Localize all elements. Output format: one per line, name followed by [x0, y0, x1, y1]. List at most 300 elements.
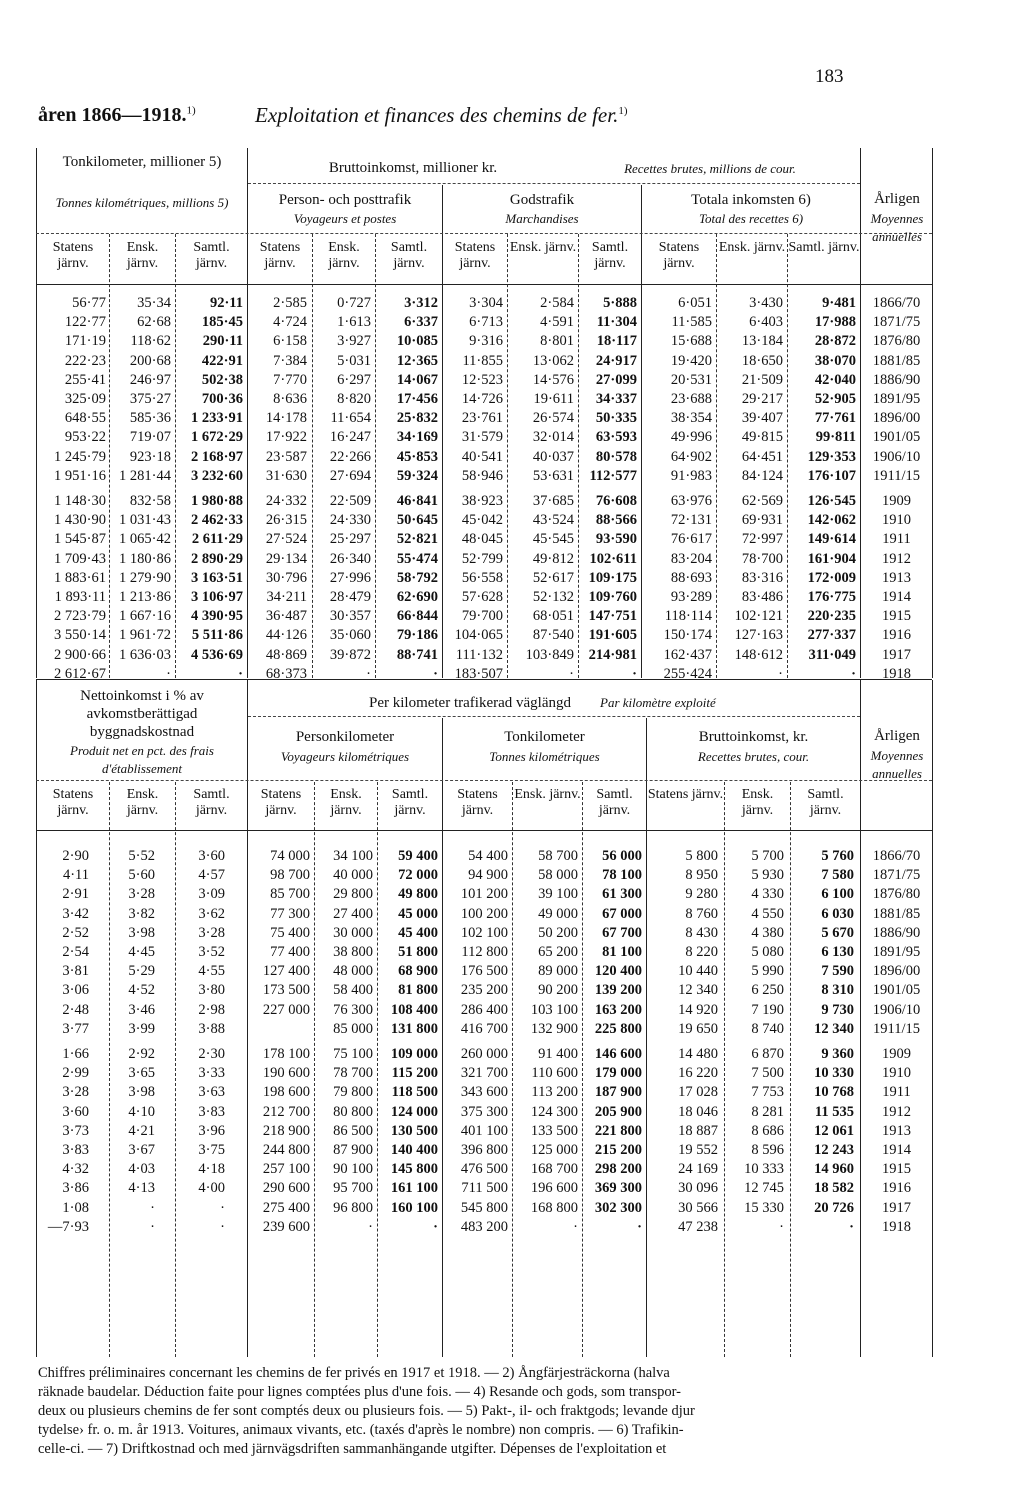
table-cell: 78 100 [602, 867, 642, 884]
table-cell: 13·062 [532, 352, 574, 369]
table-cell: 49·996 [670, 429, 712, 446]
t1-avg-person-samtl [374, 294, 438, 486]
table-cell: 1910 [882, 512, 911, 529]
table-cell: 19·611 [533, 390, 574, 407]
table-cell: 4·13 [128, 1180, 155, 1197]
table-cell: 3·81 [62, 963, 89, 980]
table-cell: · [569, 665, 574, 682]
table-cell: 3·99 [128, 1020, 155, 1037]
t1-year-header: Årligen [874, 191, 920, 207]
table-cell: 1 180·86 [119, 550, 171, 567]
table-cell: · [778, 665, 783, 682]
table-cell: 93·289 [670, 588, 712, 605]
table-cell: 104·065 [454, 627, 503, 644]
table-cell: 32·014 [532, 429, 574, 446]
table-cell: 39·872 [329, 646, 371, 663]
table-cell: 2·98 [198, 1001, 225, 1018]
t2-netto-header-fr: Produit net en pct. des frais d'établissement [70, 743, 214, 776]
table-cell: 34·337 [595, 390, 637, 407]
t1-yr-years [861, 492, 932, 684]
t1-yr-gods-statens [441, 492, 503, 684]
t2-avg-netto-statens [36, 847, 89, 1039]
table-cell: 91 400 [538, 1046, 578, 1062]
table-cell: 12·365 [396, 352, 438, 369]
table-cell: 84·124 [741, 467, 783, 484]
table-cell: 5·888 [603, 295, 637, 311]
table-cell: 140 400 [390, 1141, 438, 1158]
table-cell: 17·988 [814, 314, 856, 331]
t2-avg-years [861, 847, 932, 1039]
t2-yr-pkm-ensk [313, 1045, 373, 1237]
table-cell: 49·815 [741, 429, 783, 446]
table-cell: 98 700 [270, 867, 310, 884]
table-cell: 99·811 [815, 429, 856, 446]
table-cell: 2 890·29 [191, 550, 243, 567]
table-cell: 163 200 [594, 1001, 642, 1018]
t2-avg-tkm-statens [441, 847, 508, 1039]
table-cell: 53·631 [532, 467, 574, 484]
t2-yr-years [861, 1045, 932, 1237]
table-cell: 149·614 [807, 531, 856, 548]
table-cell: 108 400 [390, 1001, 438, 1018]
table-cell: 5·52 [128, 848, 155, 864]
table-cell: 91·983 [670, 467, 712, 484]
table-cell: 45 000 [398, 905, 438, 922]
running-title-text: åren 1866—1918. [38, 104, 187, 126]
t1-sub-statens: Statens järnv. [52, 240, 94, 271]
table-cell: 711 500 [461, 1180, 508, 1197]
table-cell: 122·77 [64, 314, 106, 331]
t1-tonkm-header: Tonkilometer, millioner 5) [62, 154, 222, 170]
table-cell: 62·68 [137, 314, 171, 331]
table-cell: 162·437 [663, 646, 712, 663]
table-cell: · [849, 1218, 854, 1235]
table-cell: 58·792 [396, 569, 438, 586]
table-cell: 120 400 [594, 963, 642, 980]
table-cell: 75 400 [270, 924, 310, 941]
table-cell: 1881/85 [872, 352, 921, 369]
table-cell: 22·509 [329, 493, 371, 509]
table-cell: 2 900·66 [54, 646, 106, 663]
t2-year-header-fr: Moyennes annuelles [870, 748, 924, 781]
table-cell: 483 200 [460, 1218, 508, 1235]
table-cell: 49·812 [532, 550, 574, 567]
t1-totala-header: Totala inkomsten 6) [691, 192, 811, 208]
table-cell: 20 726 [814, 1199, 854, 1216]
table-cell: 3·62 [198, 905, 225, 922]
table-cell: 27·996 [329, 569, 371, 586]
t2-avg-pkm-statens [246, 847, 310, 1020]
table-cell: 93·590 [595, 531, 637, 548]
table-cell: 7·384 [273, 352, 307, 369]
table-cell: 6·337 [404, 314, 438, 331]
t1-avg-tonkm-samtl [174, 294, 243, 486]
t2-yr-pkm-statens [246, 1045, 310, 1237]
t2-avg-brutto-statens [645, 847, 718, 1039]
table-cell: 1886/90 [872, 371, 921, 388]
table-cell: 8 596 [751, 1141, 784, 1158]
table-cell: 3·52 [198, 943, 225, 960]
table-cell: 17 028 [678, 1084, 718, 1101]
t2-sub-statens: Statens järnv. [52, 787, 94, 818]
t2-avg-tkm-samtl [581, 847, 642, 1039]
table-cell: 5 930 [751, 867, 784, 884]
table-cell: 3·88 [198, 1020, 225, 1037]
t1-sub-ensk: Ensk. järnv. [718, 240, 786, 255]
footnote-line: tydelse› fr. o. m. år 1913. Voitures, animaux vivants, etc. (taxés d'après le nombre) non compris. — 6) Trafikin- [38, 1422, 684, 1438]
t1-brutto-header-fr: Recettes brutes, millions de cour. [624, 161, 796, 176]
table-cell: 109·760 [588, 588, 637, 605]
table-cell: 7 580 [821, 867, 854, 884]
table-cell: 3·33 [198, 1065, 225, 1082]
table-cell: 14·178 [265, 410, 307, 427]
table-cell: 45 400 [398, 924, 438, 941]
rule [36, 284, 932, 285]
table-cell: 161·904 [807, 550, 856, 567]
footnote-line: räknade baudelar. Déduction faite pour lignes comptées plus d'une fois. — 4) Resande och gods, som transpor- [38, 1384, 681, 1400]
running-title-note: 1) [186, 104, 196, 117]
table-cell: 145 800 [390, 1161, 438, 1178]
table-cell: 124 000 [390, 1103, 438, 1120]
table-cell: 64·451 [741, 448, 783, 465]
t1-avg-person-statens [246, 294, 307, 486]
t2-sub-statens: Statens järnv. [647, 787, 724, 802]
table-cell: 88·693 [670, 569, 712, 586]
t2-yr-netto-samtl [174, 1045, 225, 1237]
table-cell: 953·22 [64, 429, 106, 446]
table-cell: 79 800 [333, 1084, 373, 1101]
table-cell: 832·58 [129, 493, 171, 509]
table-cell: · [150, 1218, 155, 1235]
table-cell: 1 883·61 [54, 569, 106, 586]
t2-yr-brutto-statens [645, 1045, 718, 1237]
t2-yr-netto-statens [36, 1045, 89, 1237]
table-cell: 173 500 [262, 982, 310, 999]
t1-person-header: Person- och posttrafik [278, 192, 412, 208]
table-cell: 57·628 [461, 588, 503, 605]
running-title [38, 104, 196, 127]
table-cell: 23·587 [265, 448, 307, 465]
table-cell: 63·593 [595, 429, 637, 446]
table-cell: 13·184 [741, 333, 783, 350]
table-cell: 6 870 [751, 1046, 784, 1062]
table-cell: 1901/05 [872, 429, 921, 446]
table-cell: 3·06 [62, 982, 89, 999]
table-cell: 85 000 [333, 1020, 373, 1037]
table-cell: 1916 [882, 627, 911, 644]
table-cell: 6·713 [469, 314, 503, 331]
table-cell: 92·11 [209, 295, 243, 311]
table-cell: 1915 [882, 608, 911, 625]
table-cell: 150·174 [663, 627, 712, 644]
t2-yr-tkm-samtl [581, 1045, 642, 1237]
table-cell: 585·36 [129, 410, 171, 427]
table-cell: 62·569 [741, 493, 783, 509]
table-cell: 52·905 [814, 390, 856, 407]
t1-avg-tonkm-ensk [108, 294, 171, 486]
table-cell: 49 000 [538, 905, 578, 922]
table-cell: 375 300 [460, 1103, 508, 1120]
table-cell: 9 730 [821, 1001, 854, 1018]
table-cell: 1 636·03 [119, 646, 171, 663]
table-cell: 172·009 [807, 569, 856, 586]
table-cell: 5 700 [751, 848, 784, 864]
table-cell: 719·07 [129, 429, 171, 446]
table-cell: 89 000 [538, 963, 578, 980]
table-cell: 72·131 [670, 512, 712, 529]
table-cell: 11 535 [814, 1103, 854, 1120]
t2-yr-netto-ensk [108, 1045, 155, 1237]
table-cell: 1909 [882, 493, 911, 509]
t1-gods-header: Godstrafik [509, 192, 575, 208]
t1-totala-header-fr: Total des recettes 6) [698, 211, 804, 226]
table-cell: 648·55 [64, 410, 106, 427]
table-cell: 30 096 [678, 1180, 718, 1197]
table-cell: 58 400 [333, 982, 373, 999]
table-cell: 275 400 [262, 1199, 310, 1216]
table-cell: 77·761 [814, 410, 856, 427]
t2-avg-pkm-ensk [313, 847, 373, 1039]
table-cell: 8 430 [685, 924, 718, 941]
running-subtitle-text: Exploitation et finances des chemins de fer. [255, 103, 619, 127]
table-cell: · [220, 1218, 225, 1235]
table-cell: 118·62 [130, 333, 171, 350]
table-cell: 75 100 [333, 1046, 373, 1062]
table-cell: 50 200 [538, 924, 578, 941]
table-cell: 290 600 [262, 1180, 310, 1197]
table-cell: 43·524 [532, 512, 574, 529]
table-cell: 127 400 [262, 963, 310, 980]
table-cell: 9·316 [469, 333, 503, 350]
table-cell: 47 238 [678, 1218, 718, 1235]
t2-sub-ensk: Ensk. järnv. [330, 787, 362, 818]
table-cell: 4·00 [198, 1180, 225, 1197]
table-cell: 5 990 [751, 963, 784, 980]
table-cell: 1917 [882, 1199, 911, 1216]
table-cell: 2·54 [62, 943, 89, 960]
table-cell: 27·524 [265, 531, 307, 548]
t1-sub-samtl: Samtl. järnv. [788, 240, 860, 255]
table-cell: 34 100 [333, 848, 373, 864]
table-cell: 79·700 [461, 608, 503, 625]
table-cell: 1906/10 [872, 1001, 921, 1018]
table-cell: 23·761 [461, 410, 503, 427]
table-cell: 81 100 [602, 943, 642, 960]
table-cell: 6 130 [821, 943, 854, 960]
table-cell: 26·340 [329, 550, 371, 567]
table-cell: 22·266 [329, 448, 371, 465]
table-cell: 42·040 [814, 371, 856, 388]
t2-netto-header: Nettoinkomst i % av avkomstberättigad byggnadskostnad [80, 688, 204, 740]
table-cell: 74 000 [270, 848, 310, 864]
table-cell: 1 709·43 [54, 550, 106, 567]
table-cell: 3·82 [128, 905, 155, 922]
table-cell: 185·45 [201, 314, 243, 331]
table-cell: 5 511·86 [191, 627, 243, 644]
table-cell: 1 031·43 [119, 512, 171, 529]
t2-avg-brutto-ensk [723, 847, 784, 1039]
table-cell: 10 333 [744, 1161, 784, 1178]
table-cell: 78 700 [333, 1065, 373, 1082]
table-cell: 10·085 [396, 333, 438, 350]
table-cell: 190 600 [262, 1065, 310, 1082]
table-cell: 10 768 [814, 1084, 854, 1101]
t1-yr-person-statens [246, 492, 307, 684]
table-cell: 1910 [882, 1065, 911, 1082]
table-cell: 8·801 [540, 333, 574, 350]
t2-yr-tkm-statens [441, 1045, 508, 1237]
table-cell: 1886/90 [872, 924, 921, 941]
table-cell: 24 169 [678, 1161, 718, 1178]
table-cell: 86 500 [333, 1122, 373, 1139]
t1-yr-person-ensk [311, 492, 371, 684]
table-cell: 5 080 [751, 943, 784, 960]
table-cell: 235 200 [460, 982, 508, 999]
table-cell: 94 900 [468, 867, 508, 884]
t1-yr-tonkm-statens [32, 492, 106, 684]
t1-avg-total-ensk [715, 294, 783, 486]
table-cell: 2 611·29 [191, 531, 243, 548]
table-cell: 18 046 [678, 1103, 718, 1120]
table-cell: 7·770 [273, 371, 307, 388]
table-cell: 222·23 [64, 352, 106, 369]
table-cell: 5 670 [821, 924, 854, 941]
table-cell: 39 100 [538, 886, 578, 903]
footnote-line: Chiffres préliminaires concernant les chemins de fer privés en 1917 et 1918. — 2) Ångfärjesträckorna (halva [38, 1365, 670, 1381]
t1-sub-samtl: Samtl. järnv. [193, 240, 230, 271]
table-cell: · [632, 665, 637, 682]
rule [248, 183, 860, 184]
table-cell: 30 000 [333, 924, 373, 941]
table-cell: 321 700 [460, 1065, 508, 1082]
table-cell: 14 960 [814, 1161, 854, 1178]
table-cell: 179 000 [594, 1065, 642, 1082]
running-subtitle-note: 1) [618, 105, 628, 117]
table-cell: 1913 [882, 1122, 911, 1139]
t1-sub-ensk: Ensk. järnv. [328, 240, 360, 271]
table-cell: 17·922 [265, 429, 307, 446]
t2-sub-samtl: Samtl. järnv. [596, 787, 633, 818]
table-cell: 700·36 [201, 390, 243, 407]
table-cell: 1876/80 [872, 886, 921, 903]
table-cell: 111·132 [455, 646, 503, 663]
table-cell: 1911/15 [873, 1020, 920, 1037]
table-cell: 95 700 [333, 1180, 373, 1197]
table-cell: 302 300 [594, 1199, 642, 1216]
table-cell: 51 800 [398, 943, 438, 960]
table-cell: 1 148·30 [54, 493, 106, 509]
table-cell: 3·65 [128, 1065, 155, 1082]
table-cell: 11·304 [596, 314, 637, 331]
table-cell: 56 000 [602, 848, 642, 864]
table-cell: 40 000 [333, 867, 373, 884]
table-cell: 1906/10 [872, 448, 921, 465]
table-cell: 68·051 [532, 608, 574, 625]
table-cell: · [433, 665, 438, 682]
running-subtitle [255, 103, 628, 128]
table-cell: 1891/95 [872, 390, 921, 407]
table-cell: 1 545·87 [54, 531, 106, 548]
t1-avg-total-statens [640, 294, 712, 486]
table-cell: 3·96 [198, 1122, 225, 1139]
table-cell: 225 800 [594, 1020, 642, 1037]
table-cell: 101 200 [460, 886, 508, 903]
table-cell: 23·688 [670, 390, 712, 407]
table-cell: 25·832 [396, 410, 438, 427]
t2-perkm-header-fr: Par kilomètre exploité [600, 695, 716, 710]
table-cell: 1 213·86 [119, 588, 171, 605]
table-cell: 1881/85 [872, 905, 921, 922]
table-cell: 72 000 [398, 867, 438, 884]
table-cell: 29·134 [265, 550, 307, 567]
table-cell: 183·507 [454, 665, 503, 682]
table-cell: 90 200 [538, 982, 578, 999]
table-cell: 25·297 [329, 531, 371, 548]
table-cell: · [433, 1218, 438, 1235]
table-cell: 83·316 [741, 569, 783, 586]
table-cell: 178 100 [262, 1046, 310, 1062]
table-cell: 401 100 [460, 1122, 508, 1139]
table-cell: 52·617 [532, 569, 574, 586]
table-cell: 2·30 [198, 1046, 225, 1062]
table-cell: 8 310 [821, 982, 854, 999]
table-cell: 290·11 [202, 333, 243, 350]
table-cell: 1866/70 [872, 295, 921, 311]
t1-avg-total-samtl [786, 294, 856, 486]
t2-avg-netto-samtl [174, 847, 225, 1039]
table-cell: 8 281 [751, 1103, 784, 1120]
table-cell: 369 300 [594, 1180, 642, 1197]
table-cell: 260 000 [460, 1046, 508, 1062]
footnotes [38, 1364, 943, 1459]
table-cell: 4·724 [273, 314, 307, 331]
table-cell: 19·420 [670, 352, 712, 369]
table-cell: 6·051 [678, 295, 712, 311]
table-cell: 142·062 [807, 512, 856, 529]
table-cell: 28·872 [814, 333, 856, 350]
t1-brutto-header: Bruttoinkomst, millioner kr. [328, 160, 498, 176]
table-cell: 4·45 [128, 943, 155, 960]
t2-sub-samtl: Samtl. järnv. [391, 787, 429, 818]
table-cell: 50·335 [595, 410, 637, 427]
table-cell: 58 700 [538, 848, 578, 864]
table-cell: 31·630 [265, 467, 307, 484]
table-cell: 220·235 [807, 608, 856, 625]
table-cell: 37·685 [532, 493, 574, 509]
table-cell: 1914 [882, 588, 911, 605]
table-cell: 1896/00 [872, 410, 921, 427]
table-cell: 161 100 [390, 1180, 438, 1197]
table-cell: 3·86 [62, 1180, 89, 1197]
table-cell: 198 600 [262, 1084, 310, 1101]
table-cell: 102·121 [734, 608, 783, 625]
table-cell: 244 800 [262, 1141, 310, 1158]
table-cell: 81 800 [398, 982, 438, 999]
table-cell: 1918 [882, 665, 911, 682]
t2-sub-statens: Statens järnv. [457, 787, 498, 818]
table-cell: 83·204 [670, 550, 712, 567]
table-cell: 59·324 [396, 467, 438, 484]
table-cell: 1911 [882, 1084, 911, 1101]
table-cell: 5·29 [128, 963, 155, 980]
table-cell: 1871/75 [872, 867, 921, 884]
table-cell: 176 500 [460, 963, 508, 980]
table-cell: 246·97 [129, 371, 171, 388]
table-cell: 50·645 [396, 512, 438, 529]
table-cell: 54 400 [468, 848, 508, 864]
table-cell: 3·46 [128, 1001, 155, 1018]
t1-yr-gods-ensk [506, 492, 574, 684]
